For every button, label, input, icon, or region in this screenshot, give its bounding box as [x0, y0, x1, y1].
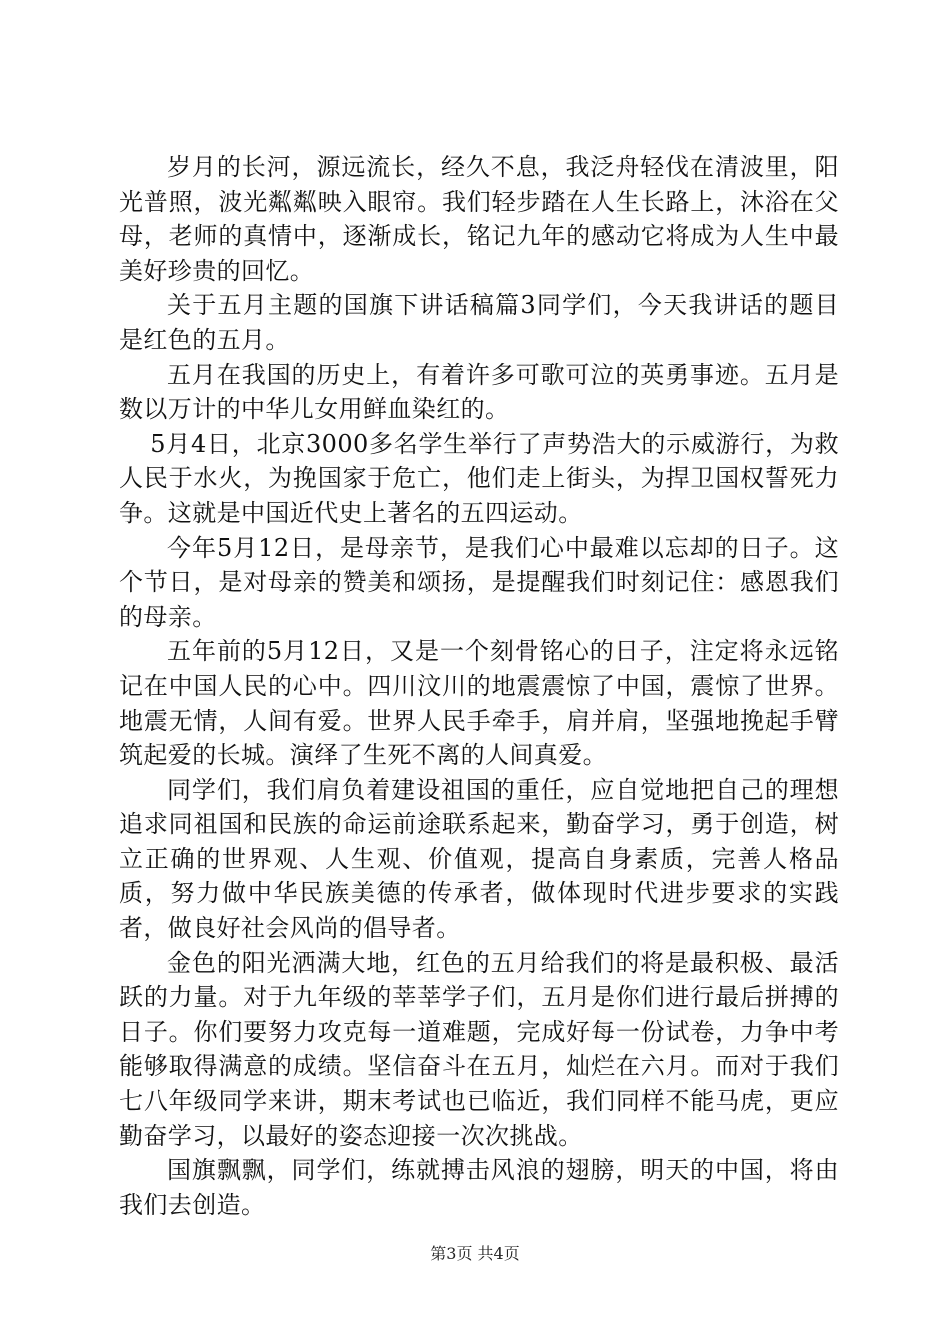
- paragraph-6: 五年前的5月12日，又是一个刻骨铭心的日子，注定将永远铭记在中国人民的心中。四川汶川的地震震惊了中国，震惊了世界。地震无情，人间有爱。世界人民手牵手，肩并肩，坚强地挽起手臂筑起爱的长城。演绎了生死不离的人间真爱。: [119, 637, 839, 770]
- paragraph-9: 国旗飘飘，同学们，练就搏击风浪的翅膀，明天的中国，将由我们去创造。: [119, 1156, 839, 1219]
- paragraph-4: 5月4日，北京3000多名学生举行了声势浩大的示威游行，为救人民于水火，为挽国家于危亡，他们走上街头，为捍卫国权誓死力争。这就是中国近代史上著名的五四运动。: [119, 429, 839, 527]
- document-body: [119, 150, 839, 1222]
- paragraph-2: 关于五月主题的国旗下讲话稿篇3同学们，今天我讲话的题目是红色的五月。: [119, 291, 839, 354]
- paragraph-8: 金色的阳光洒满大地，红色的五月给我们的将是最积极、最活跃的力量。对于九年级的莘莘学子们，五月是你们进行最后拼搏的日子。你们要努力攻克每一道难题，完成好每一份试卷，力争中考能够取得满意的成绩。坚信奋斗在五月，灿烂在六月。而对于我们七八年级同学来讲，期末考试也已临近，我们同样不能马虎，更应勤奋学习，以最好的姿态迎接一次次挑战。: [119, 948, 839, 1150]
- paragraph-7: 同学们，我们肩负着建设祖国的重任，应自觉地把自己的理想追求同祖国和民族的命运前途联系起来，勤奋学习，勇于创造，树立正确的世界观、人生观、价值观，提高自身素质，完善人格品质，努力做中华民族美德的传承者，做体现时代进步要求的实践者，做良好社会风尚的倡导者。: [119, 775, 839, 943]
- page-footer: [0, 1244, 950, 1264]
- page-number-label: 第3页 共4页: [430, 1244, 520, 1263]
- paragraph-3: 五月在我国的历史上，有着许多可歌可泣的英勇事迹。五月是数以万计的中华儿女用鲜血染红的。: [119, 360, 839, 424]
- paragraph-1: 岁月的长河，源远流长，经久不息，我泛舟轻伐在清波里，阳光普照，波光粼粼映入眼帘。我们轻步踏在人生长路上，沐浴在父母，老师的真情中，逐渐成长，铭记九年的感动它将成为人生中最美好珍贵的回忆。: [119, 153, 839, 285]
- paragraph-5: 今年5月12日，是母亲节，是我们心中最难以忘却的日子。这个节日，是对母亲的赞美和颂扬，是提醒我们时刻记住：感恩我们的母亲。: [119, 533, 839, 631]
